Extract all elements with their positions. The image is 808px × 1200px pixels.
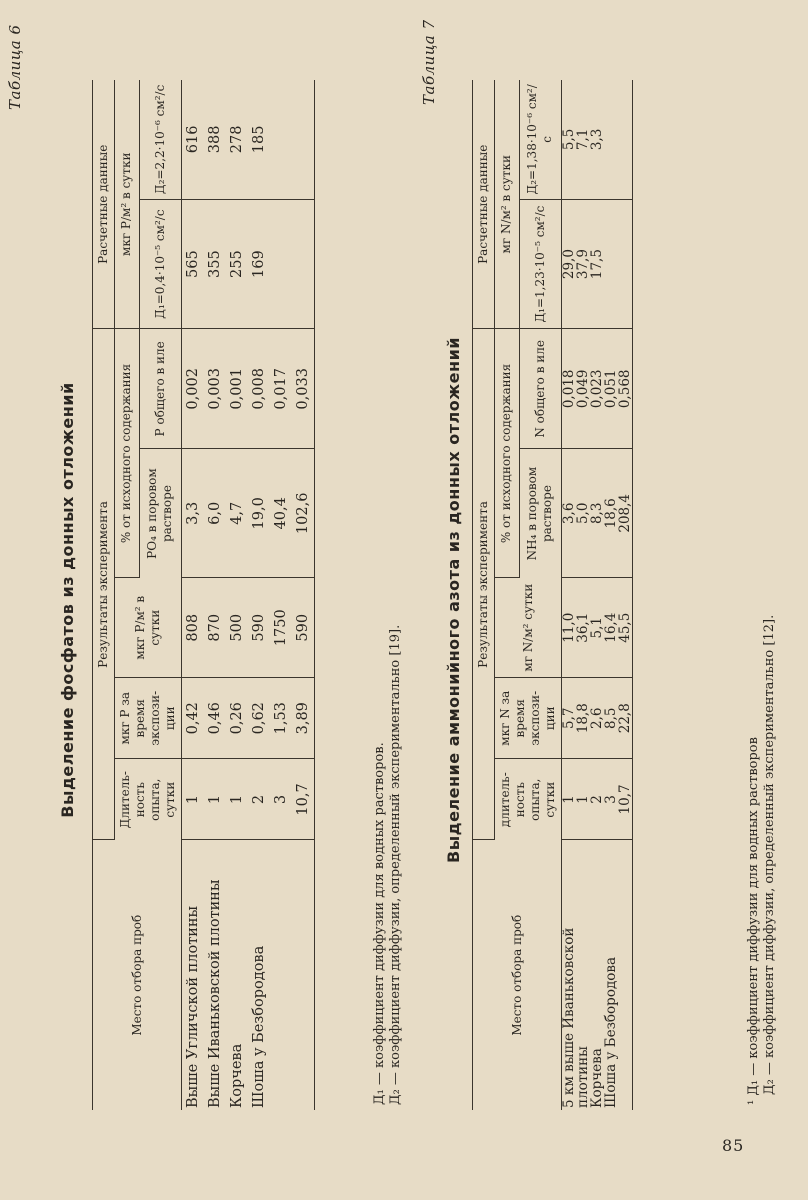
t6-h-calc-units: мкг Р/м² в сутки [115, 80, 140, 329]
cell-place: Корчева [228, 1043, 245, 1108]
cell-nh4: 3,6 [562, 449, 577, 578]
cell-d2: 5,5 [562, 80, 577, 199]
t6-h-mkg-p: мкг Р за время экспози-ции [115, 678, 182, 759]
page-number: 85 [722, 1136, 745, 1155]
cell-d1 [270, 199, 292, 329]
cell-mkg_n: 18,8 [576, 678, 590, 759]
cell-d2: 388 [204, 80, 226, 199]
cell-place: Выше Иваньковской плотины [206, 879, 223, 1108]
cell-po4: 19,0 [248, 449, 270, 578]
cell-nh4: 5,0 [576, 449, 590, 578]
cell-d2: 7,1 [576, 80, 590, 199]
t7-h-d2: Д₂=1,38·10⁻⁶ см²/с [519, 80, 561, 199]
t7-h-percent: % от исходного содержания [495, 329, 520, 578]
cell-place [270, 840, 292, 1110]
table-row [576, 80, 590, 1110]
cell-mkg_p_m2: 1750 [270, 578, 292, 678]
table7-block [420, 0, 808, 1200]
cell-place: Выше Угличской плотины [184, 905, 201, 1108]
cell-duration: 1 [204, 759, 226, 840]
table-row [248, 80, 270, 1110]
cell-p_total: 0,002 [182, 329, 205, 449]
cell-po4: 3,3 [182, 449, 205, 578]
cell-mkg_n: 2,6 [590, 678, 604, 759]
cell-mkg_p: 3,89 [292, 678, 315, 759]
t6-h-duration: Длитель-ность опыта, сутки [115, 759, 182, 840]
cell-n_total: 0,568 [618, 329, 633, 449]
table-row [604, 80, 618, 1110]
cell-d2: 185 [248, 80, 270, 199]
t7-h-duration: длитель-ность опыта, сутки [495, 759, 562, 840]
cell-mkg_n: 5,7 [562, 678, 577, 759]
t7-h-mkg-n: мкг N за время экспози-ции [495, 678, 562, 759]
cell-d1 [618, 199, 633, 329]
cell-p_total: 0,003 [204, 329, 226, 449]
table-row [292, 80, 315, 1110]
cell-mg_n_m2: 36,1 [576, 578, 590, 678]
cell-d1: 565 [182, 199, 205, 329]
cell-p_total: 0,001 [226, 329, 248, 449]
cell-duration: 3 [270, 759, 292, 840]
cell-d2: 616 [182, 80, 205, 199]
cell-n_total: 0,049 [576, 329, 590, 449]
cell-mg_n_m2: 5,1 [590, 578, 604, 678]
cell-d2: 278 [226, 80, 248, 199]
table-row [562, 80, 577, 1110]
cell-d2 [604, 80, 618, 199]
cell-mkg_n: 22,8 [618, 678, 633, 759]
cell-duration: 3 [604, 759, 618, 840]
t7-h-d1: Д₁=1,23·10⁻⁵ см²/с [519, 199, 561, 329]
table6-notes [372, 625, 404, 1105]
cell-p_total: 0,033 [292, 329, 315, 449]
cell-duration: 10,7 [618, 759, 633, 840]
table-row [618, 80, 633, 1110]
cell-duration: 10,7 [292, 759, 315, 840]
cell-po4: 4,7 [226, 449, 248, 578]
table7-note-1: ¹ Д₁ — коэффициент диффузии для водных растворов [746, 737, 761, 1105]
table7-label: Таблица 7 [420, 19, 438, 105]
cell-d1 [292, 199, 315, 329]
cell-d1: 17,5 [590, 199, 604, 329]
cell-mkg_p: 0,62 [248, 678, 270, 759]
cell-mg_n_m2: 16,4 [604, 578, 618, 678]
table7-title: Выделение аммонийного азота из донных отложений [444, 337, 463, 863]
t7-h-experiment: Результаты эксперимента [473, 329, 495, 840]
cell-po4: 40,4 [270, 449, 292, 578]
cell-duration: 1 [182, 759, 205, 840]
cell-d2 [292, 80, 315, 199]
cell-place: Шоша у Безбородова [250, 945, 267, 1108]
t6-h-percent: % от исходного содержания [115, 329, 140, 578]
table-row [270, 80, 292, 1110]
cell-duration: 2 [590, 759, 604, 840]
cell-mg_n_m2: 45,5 [618, 578, 633, 678]
cell-d2 [618, 80, 633, 199]
cell-d1: 169 [248, 199, 270, 329]
cell-d1: 355 [204, 199, 226, 329]
t7-h-n-total: N общего в иле [519, 329, 561, 449]
cell-n_total: 0,051 [604, 329, 618, 449]
cell-duration: 2 [248, 759, 270, 840]
table7 [472, 80, 633, 1110]
cell-p_total: 0,008 [248, 329, 270, 449]
cell-nh4: 18,6 [604, 449, 618, 578]
t6-h-d1: Д₁=0,4·10⁻⁵ см²/с [139, 199, 181, 329]
cell-mkg_p: 0,26 [226, 678, 248, 759]
t6-h-p-total: Р общего в иле [139, 329, 181, 449]
cell-mkg_n: 8,5 [604, 678, 618, 759]
table6-title: Выделение фосфатов из донных отложений [58, 382, 77, 818]
table-row [204, 80, 226, 1110]
t6-h-d2: Д₂=2,2·10⁻⁶ см²/с [139, 80, 181, 199]
t6-h-mkg-p-m2: мкг Р/м² в сутки [115, 578, 182, 678]
table6-label: Таблица 6 [6, 24, 24, 110]
cell-place: плотины [575, 1046, 591, 1108]
cell-n_total: 0,023 [590, 329, 604, 449]
cell-mkg_p: 1,53 [270, 678, 292, 759]
cell-d1: 29,0 [562, 199, 577, 329]
cell-mkg_p_m2: 808 [182, 578, 205, 678]
cell-d2 [270, 80, 292, 199]
cell-nh4: 8,3 [590, 449, 604, 578]
cell-place: 5 км выше Иваньковской [561, 927, 577, 1108]
t6-h-experiment: Результаты эксперимента [93, 329, 115, 840]
table-row [590, 80, 604, 1110]
cell-mkg_p_m2: 590 [292, 578, 315, 678]
cell-mkg_p_m2: 500 [226, 578, 248, 678]
cell-mkg_p: 0,42 [182, 678, 205, 759]
t7-h-calc-units: мг N/м² в сутки [495, 80, 520, 329]
table6 [92, 80, 315, 1110]
table6-body [182, 80, 315, 1110]
table-row [226, 80, 248, 1110]
cell-place: Корчева [589, 1048, 605, 1108]
cell-place [292, 840, 315, 1110]
t7-h-nh4: NH₄ в поровом растворе [519, 449, 561, 578]
cell-n_total: 0,018 [562, 329, 577, 449]
cell-duration: 1 [576, 759, 590, 840]
t6-h-place: Место отбора проб [93, 840, 182, 1110]
cell-mkg_p_m2: 590 [248, 578, 270, 678]
cell-mg_n_m2: 11,0 [562, 578, 577, 678]
table6-note-2: Д₂ — коэффициент диффузии, определенный экспериментально [19]. [388, 624, 403, 1105]
t6-h-po4: РО₄ в поровом растворе [139, 449, 181, 578]
table7-note-2: Д₂ — коэффициент диффузии, определенный экспериментально [12]. [762, 614, 777, 1095]
cell-duration: 1 [562, 759, 577, 840]
cell-duration: 1 [226, 759, 248, 840]
cell-p_total: 0,017 [270, 329, 292, 449]
table7-body [562, 80, 633, 1110]
t6-h-calculated: Расчетные данные [93, 80, 115, 329]
table7-notes [746, 615, 778, 1105]
cell-place: Шоша у Безбородова [603, 956, 619, 1108]
cell-d1: 255 [226, 199, 248, 329]
cell-d1 [604, 199, 618, 329]
cell-nh4: 208,4 [618, 449, 633, 578]
cell-mkg_p_m2: 870 [204, 578, 226, 678]
t7-h-place: Место отбора проб [473, 840, 562, 1110]
cell-po4: 6,0 [204, 449, 226, 578]
t7-h-mg-n-m2: мг N/м² сутки [495, 578, 562, 678]
cell-po4: 102,6 [292, 449, 315, 578]
cell-d2: 3,3 [590, 80, 604, 199]
cell-mkg_p: 0,46 [204, 678, 226, 759]
table-row [182, 80, 205, 1110]
cell-place [618, 840, 633, 1110]
t7-h-calculated: Расчетные данные [473, 80, 495, 329]
table6-note-1: Д₁ — коэффициент диффузии для водных растворов. [372, 742, 387, 1105]
cell-d1: 37,9 [576, 199, 590, 329]
